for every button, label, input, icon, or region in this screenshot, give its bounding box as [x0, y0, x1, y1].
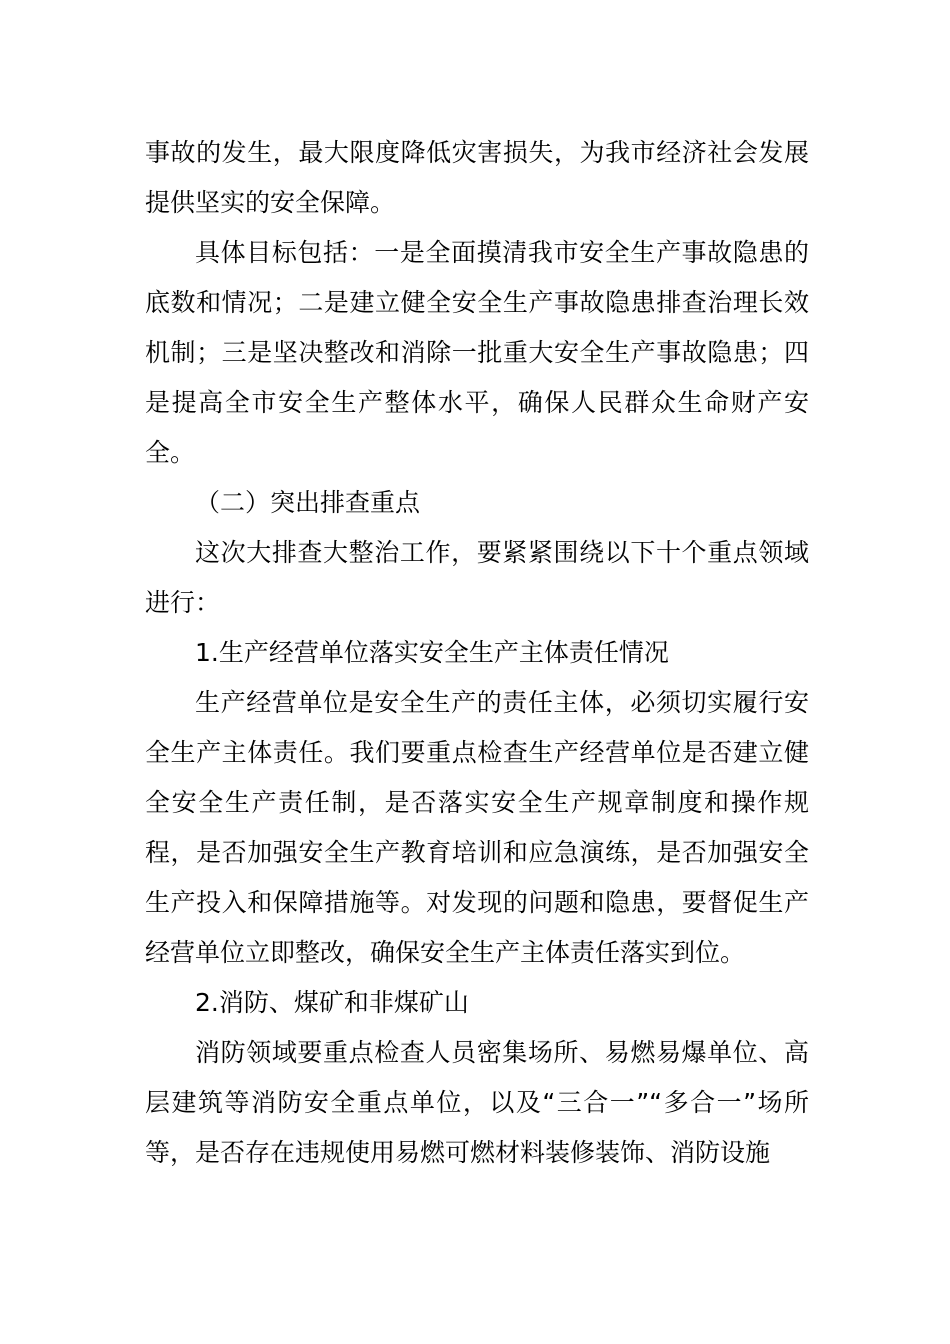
paragraph-item-2-body: 消防领域要重点检查人员密集场所、易燃易爆单位、高层建筑等消防安全重点单位，以及“三合一”“多合一”场所等，是否存在违规使用易燃可燃材料装修装饰、消防设施 [145, 1038, 809, 1167]
subheading-item-2: 2.消防、煤矿和非煤矿山 [195, 988, 469, 1017]
document-body [145, 128, 809, 1178]
section-heading-focus: （二）突出排查重点 [195, 488, 421, 517]
paragraph-specific-goals: 具体目标包括：一是全面摸清我市安全生产事故隐患的底数和情况；二是建立健全安全生产事故隐患排查治理长效机制；三是坚决整改和消除一批重大安全生产事故隐患；四是提高全市安全生产整体水平，确保人民群众生命财产安全。 [145, 238, 809, 467]
paragraph-item-1-body: 生产经营单位是安全生产的责任主体，必须切实履行安全生产主体责任。我们要重点检查生产经营单位是否建立健全安全生产责任制，是否落实安全生产规章制度和操作规程，是否加强安全生产教育培训和应急演练，是否加强安全生产投入和保障措施等。对发现的问题和隐患，要督促生产经营单位立即整改，确保安全生产主体责任落实到位。 [145, 688, 809, 967]
subheading-item-1: 1.生产经营单位落实安全生产主体责任情况 [195, 638, 669, 667]
paragraph-continuation: 事故的发生，最大限度降低灾害损失，为我市经济社会发展提供坚实的安全保障。 [145, 138, 809, 217]
paragraph-ten-areas: 这次大排查大整治工作，要紧紧围绕以下十个重点领域进行： [145, 538, 809, 617]
